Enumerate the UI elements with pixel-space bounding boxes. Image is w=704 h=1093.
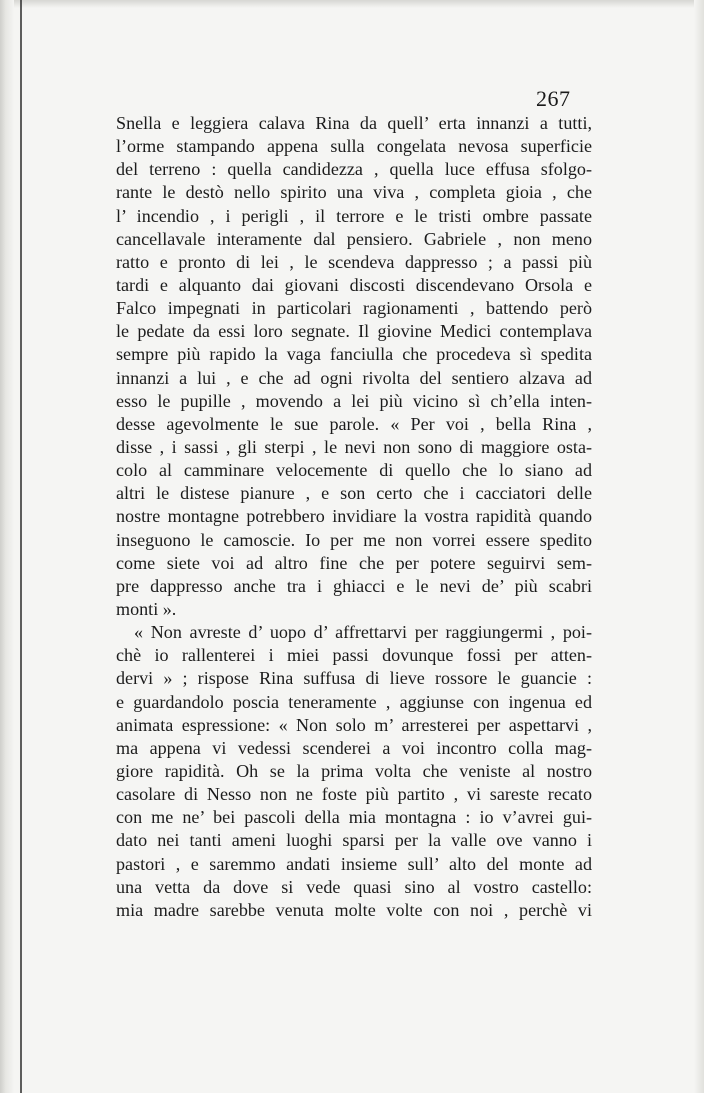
- text-line: esso le pupille , movendo a lei più vicino sì ch’ella inten-: [116, 390, 592, 411]
- body-text: [116, 112, 592, 922]
- text-line: cancellavale interamente dal pensiero. Gabriele , non meno: [116, 228, 592, 249]
- text-line: e guardandolo poscia teneramente , aggiunse con ingenua ed: [116, 691, 592, 712]
- text-line: pre dappresso anche tra i ghiacci e le nevi de’ più scabri: [116, 575, 592, 596]
- text-line: casolare di Nesso non ne foste più partito , vi sareste recato: [116, 784, 592, 805]
- text-line: desse agevolmente le sue parole. « Per voi , bella Rina ,: [116, 413, 592, 434]
- text-line: una vetta da dove si vede quasi sino al vostro castello:: [116, 876, 592, 897]
- text-line: l’ incendio , i perigli , il terrore e le tristi ombre passate: [116, 205, 592, 226]
- text-line: giore rapidità. Oh se la prima volta che veniste al nostro: [116, 760, 592, 781]
- text-line: l’orme stampando appena sulla congelata nevosa superficie: [116, 136, 592, 157]
- text-line: tardi e alquanto dai giovani discosti discendevano Orsola e: [116, 274, 592, 295]
- text-line: dervi » ; rispose Rina suffusa di lieve rossore le guancie :: [116, 668, 592, 689]
- text-line: rante le destò nello spirito una viva , completa gioia , che: [116, 182, 592, 203]
- text-line: ma appena vi vedessi scenderei a voi incontro colla mag-: [116, 737, 592, 758]
- text-line: Snella e leggiera calava Rina da quell’ erta innanzi a tutti,: [116, 113, 592, 133]
- text-line: altri le distese pianure , e son certo che i cacciatori delle: [116, 483, 592, 504]
- text-line: animata espressione: « Non solo m’ arresterei per aspettarvi ,: [116, 714, 592, 735]
- text-line: colo al camminare velocemente di quello che lo siano ad: [116, 460, 592, 481]
- text-line: mia madre sarebbe venuta molte volte con noi , perchè vi: [116, 899, 592, 920]
- text-line: disse , i sassi , gli sterpi , le nevi non sono di maggiore osta-: [116, 436, 592, 457]
- page-right-edge: [694, 0, 704, 1093]
- text-line: « Non avreste d’ uopo d’ affrettarvi per raggiungermi , poi-: [134, 622, 592, 643]
- binding-line: [20, 0, 22, 1093]
- page-top-edge: [0, 0, 704, 8]
- text-line: sempre più rapido la vaga fanciulla che procedeva sì spedita: [116, 344, 592, 365]
- text-line: le pedate da essi loro segnate. Il giovine Medici contemplava: [116, 321, 592, 342]
- text-line: del terreno : quella candidezza , quella luce effusa sfolgo-: [116, 159, 592, 180]
- text-line: pastori , e saremmo andati insieme sull’ alto del monte ad: [116, 853, 592, 874]
- text-line: dato nei tanti ameni luoghi sparsi per la valle ove vanno i: [116, 830, 592, 851]
- text-line: chè io rallenterei i miei passi dovunque fossi per atten-: [116, 645, 592, 666]
- text-line: ratto e pronto di lei , le scendeva dappresso ; a passi più: [116, 251, 592, 272]
- text-line: monti ».: [116, 598, 177, 619]
- text-line: innanzi a lui , e che ad ogni rivolta del sentiero alzava ad: [116, 367, 592, 388]
- text-line: come siete voi ad altro fine che per potere seguirvi sem-: [116, 552, 592, 573]
- text-line: nostre montagne potrebbero invidiare la vostra rapidità quando: [116, 506, 592, 527]
- text-line: Falco impegnati in particolari ragionamenti , battendo però: [116, 298, 592, 319]
- text-line: inseguono le camoscie. Io per me non vorrei essere spedito: [116, 529, 592, 550]
- page-number: 267: [536, 86, 571, 111]
- binding-shadow: [0, 0, 14, 1093]
- text-line: con me ne’ bei pascoli della mia montagna : io v’avrei gui-: [116, 807, 592, 828]
